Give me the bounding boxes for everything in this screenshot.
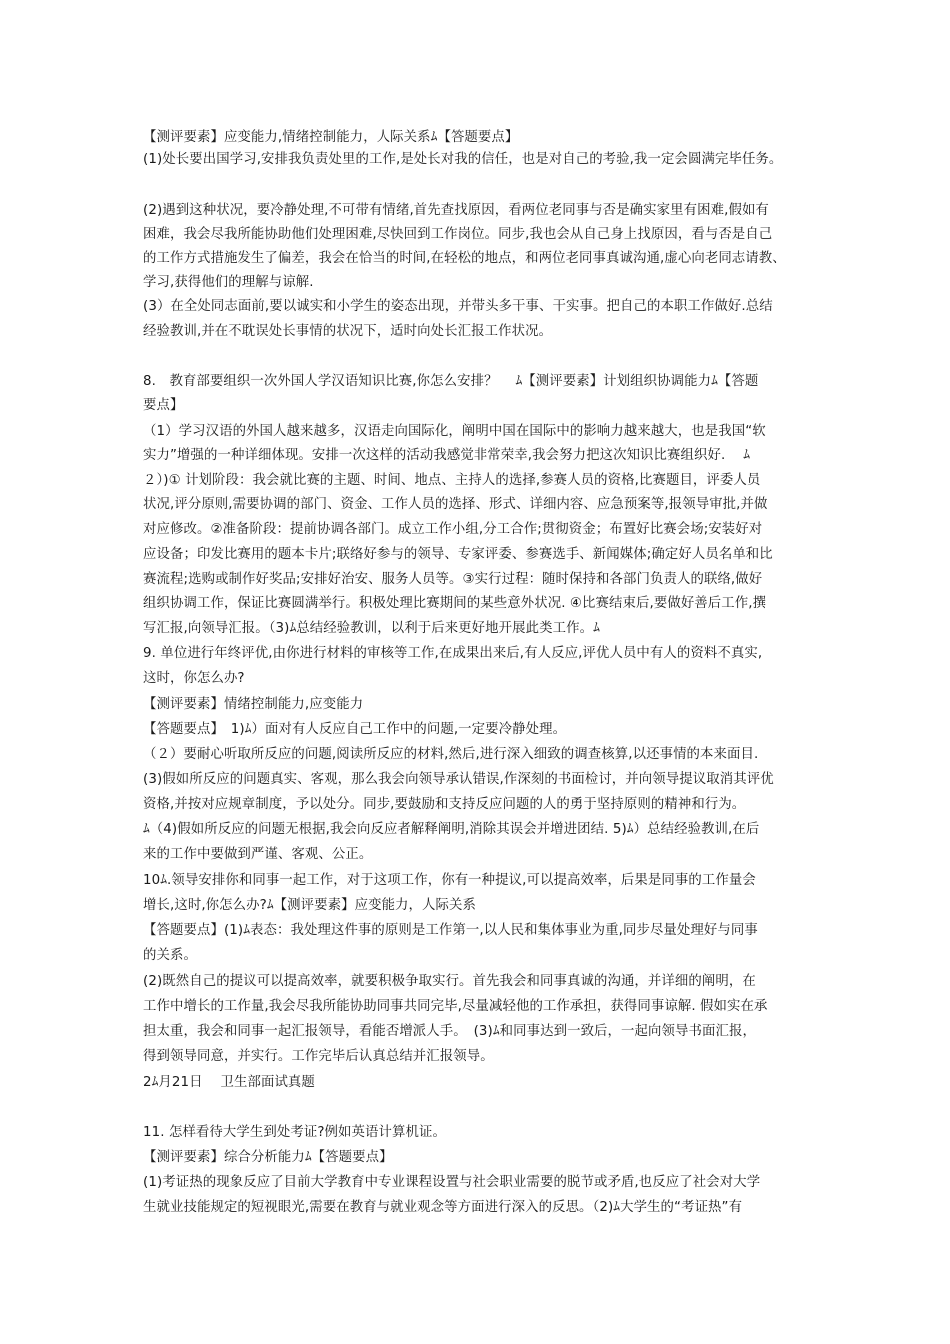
text-line: 经验教训,并在不耽误处长事情的状况下，适时向处长汇报工作状况。 — [143, 324, 553, 339]
text-line: 学习,获得他们的理解与谅解. — [143, 275, 314, 290]
text-line: 【答题要点】(1)ﾑ表态：我处理这件事的原则是工作第一,以人民和集体事业为重,同步尽量处理好与同事 — [143, 923, 758, 938]
text-line: 【测评要素】应变能力,情绪控制能力，人际关系ﾑ【答题要点】 — [143, 130, 519, 145]
text-line: 【答题要点】 1)ﾑ）面对有人反应自己工作中的问题,一定要冷静处理。 — [143, 722, 567, 737]
text-line: 资格,并按对应规章制度，予以处分。同步,要鼓励和支持反应问题的人的勇于坚持原则的精神和行为。 — [143, 797, 746, 812]
text-line: 得到领导同意，并实行。工作完毕后认真总结并汇报领导。 — [143, 1049, 494, 1064]
text-line: 状况,评分原则,需要协调的部门、资金、工作人员的选择、形式、详细内容、应急预案等,报领导审批,并做 — [143, 497, 768, 512]
text-line: （２）要耐心听取所反应的问题,阅读所反应的材料,然后,进行深入细致的调查核算,以还事情的本来面目. — [143, 747, 759, 762]
text-line: 8. 教育部要组织一次外国人学汉语知识比赛,你怎么安排？ ﾑ【测评要素】计划组织协调能力ﾑ【答题 — [143, 374, 759, 389]
text-line: ﾑ（4)假如所反应的问题无根据,我会向反应者解释阐明,消除其误会并增进团结. 5)ﾑ）总结经验教训,在后 — [143, 822, 760, 837]
text-line: (2)遇到这种状况，要冷静处理,不可带有情绪,首先查找原因，看两位老同事与否是确实家里有困难,假如有 — [143, 203, 769, 218]
text-line: 生就业技能规定的短视眼光,需要在教育与就业观念等方面进行深入的反思。（2)ﾑ大学生的“考证热”有 — [143, 1200, 743, 1215]
text-line: 工作中增长的工作量,我会尽我所能协助同事共同完毕,尽量减轻他的工作承担，获得同事谅解. 假如实在承 — [143, 999, 768, 1014]
text-line: 这时，你怎么办? — [143, 671, 245, 686]
text-line: (1)处长要出国学习,安排我负责处里的工作,是处长对我的信任，也是对自己的考验,我一定会圆满完毕任务。 — [143, 152, 783, 167]
text-line: 11. 怎样看待大学生到处考证?例如英语计算机证。 — [143, 1125, 446, 1140]
text-line: 【测评要素】综合分析能力ﾑ【答题要点】 — [143, 1150, 393, 1165]
text-line: 的关系。 — [143, 948, 197, 963]
text-line: (3)假如所反应的问题真实、客观，那么我会向领导承认错误,作深刻的书面检讨，并向领导提议取消其评优 — [143, 772, 774, 787]
text-line: (1)考证热的现象反应了目前大学教育中专业课程设置与社会职业需要的脱节或矛盾,也反应了社会对大学 — [143, 1175, 761, 1190]
text-line: 赛流程;选购或制作好奖品;安排好治安、服务人员等。③实行过程：随时保持和各部门负责人的联络,做好 — [143, 572, 763, 587]
text-line: 的工作方式措施发生了偏差，我会在恰当的时间,在轻松的地点，和两位老同事真诚沟通,虚心向老同志请教、 — [143, 251, 786, 266]
text-line: 要点】 — [143, 398, 184, 413]
text-line: 增长,这时,你怎么办?ﾑ【测评要素】应变能力，人际关系 — [143, 898, 476, 913]
text-line: （1）学习汉语的外国人越来越多，汉语走向国际化，阐明中国在国际中的影响力越来越大，也是我国“软 — [143, 424, 766, 439]
text-line: 2ﾑ月21日 卫生部面试真题 — [143, 1075, 315, 1090]
text-line: 【测评要素】情绪控制能力,应变能力 — [143, 697, 364, 712]
text-line: 应设备；印发比赛用的题本卡片;联络好参与的领导、专家评委、参赛选手、新闻媒体;确定好人员名单和比 — [143, 547, 773, 562]
text-line: 对应修改。②准备阶段：提前协调各部门。成立工作小组,分工合作;贯彻资金；布置好比赛会场;安装好对 — [143, 522, 763, 537]
text-line: 实力”增强的一种详细体现。安排一次这样的活动我感觉非常荣幸,我会努力把这次知识比赛组织好. ﾑ — [143, 448, 750, 463]
text-line: 担太重，我会和同事一起汇报领导，看能否增派人手。 (3)ﾑ和同事达到一致后，一起向领导书面汇报， — [143, 1024, 756, 1039]
text-line: 困难，我会尽我所能协助他们处理困难,尽快回到工作岗位。同步,我也会从自己身上找原因，看与否是自己 — [143, 227, 773, 242]
text-line: 来的工作中要做到严谨、客观、公正。 — [143, 847, 373, 862]
text-line: 写汇报,向领导汇报。（3)ﾑ总结经验教训，以利于后来更好地开展此类工作。ﾑ — [143, 621, 600, 636]
text-line: 10ﾑ.领导安排你和同事一起工作，对于这项工作，你有一种提议,可以提高效率，后果是同事的工作量会 — [143, 873, 756, 888]
text-line: 组织协调工作，保证比赛圆满举行。积极处理比赛期间的某些意外状况. ④比赛结束后,要做好善后工作,撰 — [143, 596, 767, 611]
text-line: ２）)① 计划阶段：我会就比赛的主题、时间、地点、主持人的选择,参赛人员的资格,比赛题目，评委人员 — [143, 473, 761, 488]
text-line: (2)既然自己的提议可以提高效率，就要积极争取实行。首先我会和同事真诚的沟通，并详细的阐明，在 — [143, 974, 756, 989]
text-line: 9. 单位进行年终评优,由你进行材料的审核等工作,在成果出来后,有人反应,评优人员中有人的资料不真实, — [143, 646, 763, 661]
text-line: (3）在全处同志面前,要以诚实和小学生的姿态出现，并带头多干事、干实事。把自己的本职工作做好.总结 — [143, 299, 773, 314]
